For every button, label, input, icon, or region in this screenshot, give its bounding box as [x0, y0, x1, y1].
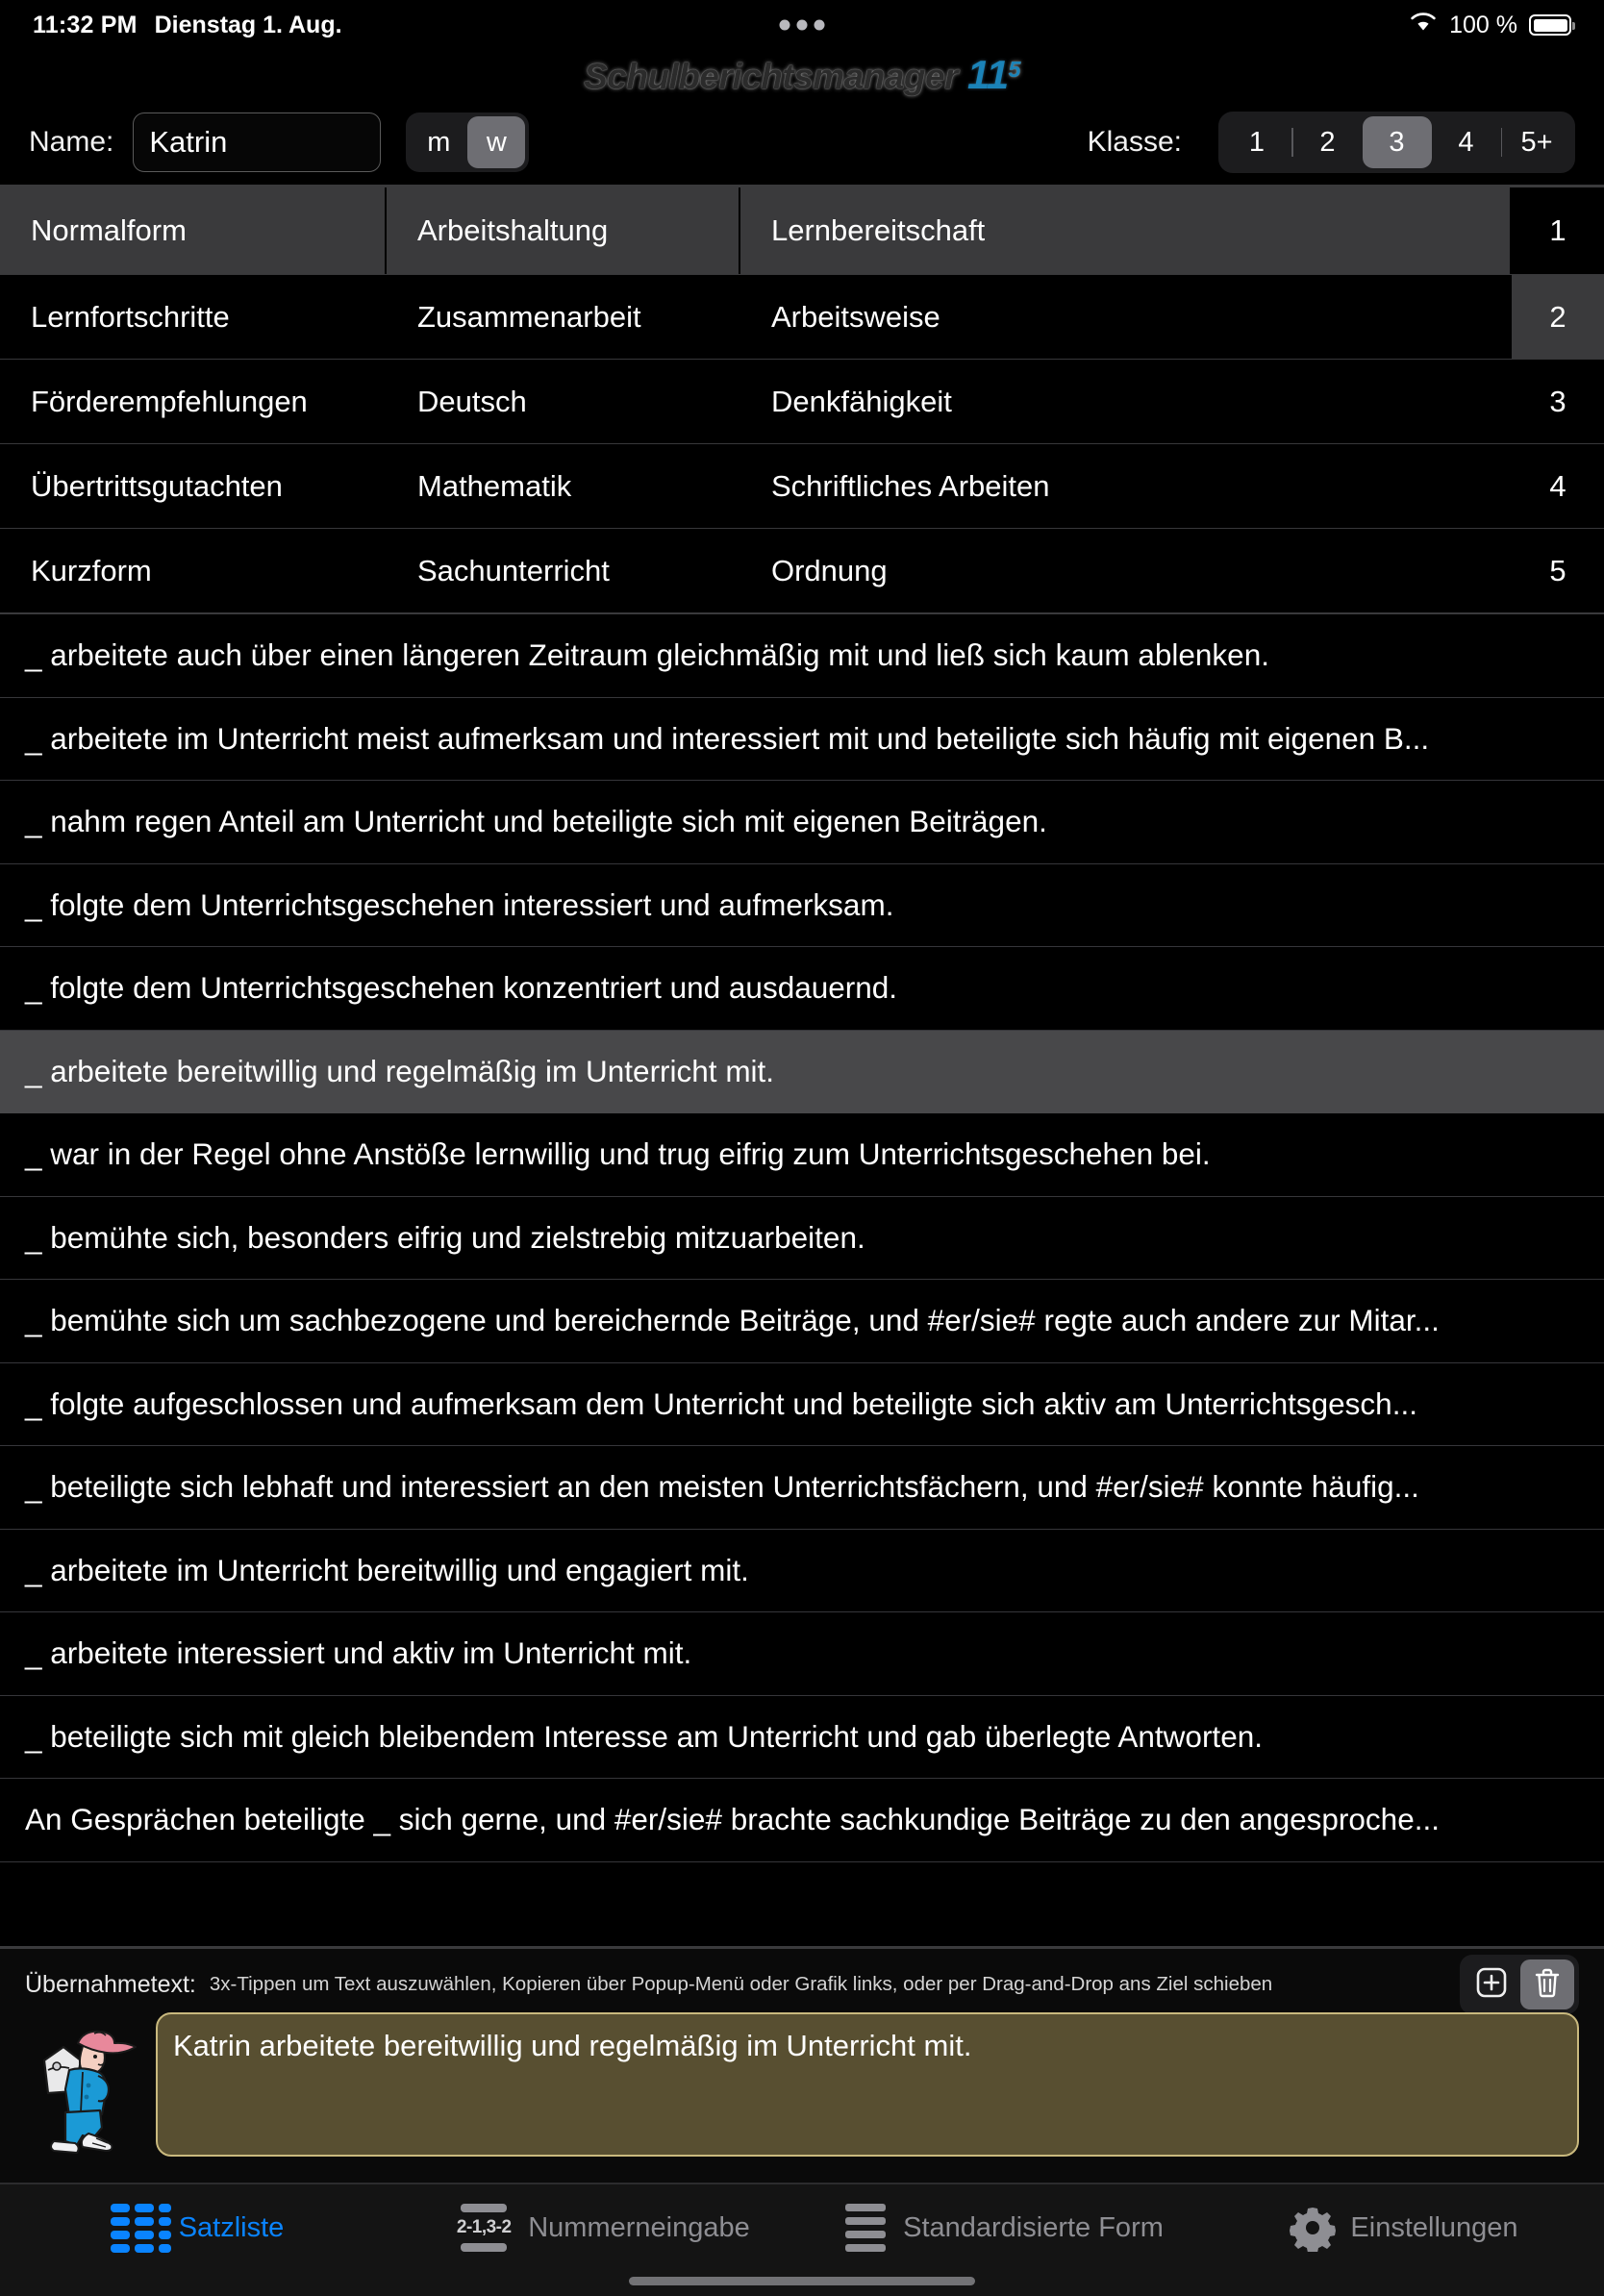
dynamic-island-dots-icon [780, 20, 825, 31]
category-cell-lernbereitschaft[interactable]: Lernbereitschaft [740, 187, 1512, 274]
status-bar-right [1409, 11, 1571, 39]
wifi-icon [1409, 11, 1438, 39]
tab-nummerneingabe[interactable] [401, 2204, 802, 2252]
gear-icon [1289, 2204, 1337, 2252]
app-version-superscript: 5 [1008, 57, 1020, 82]
grid-list-icon [117, 2204, 165, 2252]
takeover-header [25, 1962, 1579, 2007]
category-cell-uebertrittsgutachten[interactable]: Übertrittsgutachten [0, 443, 387, 528]
klasse-option-2[interactable]: 2 [1319, 126, 1336, 158]
app-logo [584, 52, 1020, 98]
klasse-group [1088, 112, 1575, 173]
name-input[interactable] [133, 112, 381, 172]
category-cell-ordnung[interactable]: Ordnung [740, 528, 1512, 612]
category-cell-normalform[interactable]: Normalform [0, 187, 387, 274]
klasse-label: Klasse: [1087, 126, 1182, 158]
klasse-option-5plus[interactable]: 5+ [1520, 126, 1553, 158]
number-entry-icon [453, 2204, 514, 2252]
trash-icon [1532, 1966, 1563, 2004]
list-item[interactable]: _ arbeitete interessiert und aktiv im Unterricht mit. [0, 1612, 1604, 1696]
category-cell-foerderempfehlungen[interactable]: Förderempfehlungen [0, 359, 387, 443]
app-title-bar [0, 50, 1604, 100]
list-item[interactable]: _ folgte aufgeschlossen und aufmerksam dem Unterricht und beteiligte sich aktiv am Unterrichtsgesch... [0, 1363, 1604, 1447]
takeover-body [25, 2012, 1579, 2157]
category-cell-arbeitsweise[interactable]: Arbeitsweise [740, 274, 1512, 359]
category-table [0, 185, 1604, 612]
list-item[interactable]: _ nahm regen Anteil am Unterricht und beteiligte sich mit eigenen Beiträgen. [0, 781, 1604, 864]
tab-bar [0, 2183, 1604, 2296]
klasse-option-4[interactable]: 4 [1458, 126, 1474, 158]
category-cell-zusammenarbeit[interactable]: Zusammenarbeit [387, 274, 740, 359]
status-date: Dienstag 1. Aug. [154, 11, 342, 38]
category-number-2[interactable]: 2 [1512, 274, 1604, 359]
gender-option-m[interactable]: m [427, 126, 451, 158]
status-bar [0, 0, 1604, 50]
list-item[interactable]: _ arbeitete im Unterricht bereitwillig und engagiert mit. [0, 1530, 1604, 1613]
list-item[interactable]: _ beteiligte sich mit gleich bleibendem Interesse am Unterricht und gab überlegte Antworten. [0, 1696, 1604, 1780]
category-number-3[interactable]: 3 [1512, 359, 1604, 443]
battery-percent: 100 % [1449, 11, 1517, 38]
sentence-list[interactable] [0, 612, 1604, 1946]
category-row [0, 359, 1604, 443]
list-item[interactable]: _ bemühte sich, besonders eifrig und zielstrebig mitzuarbeiten. [0, 1197, 1604, 1281]
tab-satzliste[interactable] [0, 2204, 401, 2252]
category-cell-denkfaehigkeit[interactable]: Denkfähigkeit [740, 359, 1512, 443]
tab-label: Standardisierte Form [903, 2211, 1164, 2243]
list-item[interactable]: An Gesprächen beteiligte _ sich gerne, und #er/sie# brachte sachkundige Beiträge zu den angesproche... [0, 1779, 1604, 1862]
toolbar [0, 100, 1604, 185]
takeover-panel [0, 1946, 1604, 2183]
name-label: Name: [29, 126, 114, 158]
list-item-selected[interactable]: _ arbeitete bereitwillig und regelmäßig im Unterricht mit. [0, 1031, 1604, 1114]
category-cell-sachunterricht[interactable]: Sachunterricht [387, 528, 740, 612]
home-indicator [629, 2277, 975, 2285]
takeover-hint: 3x-Tippen um Text auszuwählen, Kopieren über Popup-Menü oder Grafik links, oder per Drag-and-Drop ans Ziel schieben [209, 1973, 1273, 1995]
tab-label: Einstellungen [1350, 2211, 1518, 2243]
lines-icon [841, 2204, 890, 2252]
category-cell-deutsch[interactable]: Deutsch [387, 359, 740, 443]
tab-standardisierte-form[interactable] [802, 2204, 1203, 2252]
takeover-actions [1460, 1955, 1579, 2014]
category-cell-mathematik[interactable]: Mathematik [387, 443, 740, 528]
status-bar-left [33, 12, 342, 39]
tab-einstellungen[interactable] [1203, 2204, 1604, 2252]
category-row [0, 274, 1604, 359]
status-time: 11:32 PM [33, 11, 138, 38]
number-entry-icon-text: 2-1,3-2 [456, 2217, 512, 2237]
category-row [0, 187, 1604, 274]
category-cell-schriftliches-arbeiten[interactable]: Schriftliches Arbeiten [740, 443, 1512, 528]
gender-option-w[interactable]: w [467, 116, 525, 168]
app-version: 11 [967, 52, 1009, 97]
category-number-1[interactable]: 1 [1512, 187, 1604, 274]
list-item[interactable]: _ beteiligte sich lebhaft und interessiert an den meisten Unterrichtsfächern, und #er/sie# konnte häufig... [0, 1446, 1604, 1530]
list-item[interactable]: _ folgte dem Unterrichtsgeschehen interessiert und aufmerksam. [0, 864, 1604, 948]
list-item[interactable]: _ bemühte sich um sachbezogene und bereichernde Beiträge, und #er/sie# regte auch andere zur Mitar... [0, 1280, 1604, 1363]
klasse-option-1[interactable]: 1 [1248, 126, 1266, 158]
category-number-5[interactable]: 5 [1512, 528, 1604, 612]
app-name: Schulberichtsmanager [584, 57, 958, 96]
tab-label: Nummerneingabe [528, 2211, 750, 2243]
add-button[interactable] [1465, 1959, 1518, 2009]
category-cell-lernfortschritte[interactable]: Lernfortschritte [0, 274, 387, 359]
gender-segmented-control[interactable] [406, 112, 529, 172]
category-cell-kurzform[interactable]: Kurzform [0, 528, 387, 612]
plus-square-icon [1475, 1966, 1508, 2004]
category-cell-arbeitshaltung[interactable]: Arbeitshaltung [387, 187, 740, 274]
klasse-option-3[interactable]: 3 [1363, 116, 1432, 168]
tab-label: Satzliste [178, 2211, 285, 2243]
list-item[interactable]: _ arbeitete auch über einen längeren Zeitraum gleichmäßig mit und ließ sich kaum ablenken. [0, 614, 1604, 698]
category-row [0, 528, 1604, 612]
takeover-textarea[interactable] [156, 2012, 1579, 2157]
takeover-label: Übernahmetext: [25, 1970, 196, 1998]
klasse-segmented-control[interactable] [1218, 112, 1575, 173]
schoolboy-mascot-icon[interactable] [25, 2012, 140, 2157]
delete-button[interactable] [1520, 1959, 1574, 2009]
list-item[interactable]: _ folgte dem Unterrichtsgeschehen konzentriert und ausdauernd. [0, 947, 1604, 1031]
battery-icon [1529, 14, 1571, 36]
category-number-4[interactable]: 4 [1512, 443, 1604, 528]
list-item[interactable]: _ arbeitete im Unterricht meist aufmerksam und interessiert mit und beteiligte sich häufig mit eigenen B... [0, 698, 1604, 782]
list-item[interactable]: _ war in der Regel ohne Anstöße lernwillig und trug eifrig zum Unterrichtsgeschehen bei. [0, 1113, 1604, 1197]
category-row [0, 443, 1604, 528]
